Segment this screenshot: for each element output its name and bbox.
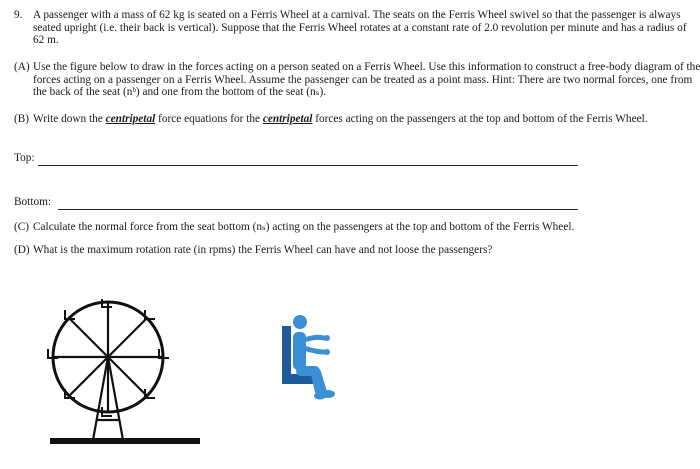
question-intro: A passenger with a mass of 62 kg is seated on a Ferris Wheel at a carnival. The seats on the Ferris Wheel swivel so that the passenger is always seated upright (i.e. their back is vertical). Suppose that the Ferris Wheel rotates at a constant rate of 2.0 revolution per minute and has a radius of 62 m. (33, 9, 687, 46)
part-b-emphasis-1: centripetal (105, 113, 156, 125)
bottom-answer-line[interactable] (58, 209, 578, 210)
question-number: 9. (14, 9, 23, 21)
passenger-arm (304, 348, 324, 352)
passenger-figure (278, 312, 348, 402)
part-a (14, 61, 700, 99)
part-a-text: Use the figure below to draw in the forces acting on a person seated on a Ferris Wheel. Use this information to construct a free-body diagram of the forces acting on a passenger on a Ferris Wheel. Assume the passenger can be treated as a point mass. Hint: There are two normal forces, one from the back of the seat (nᵇ) and one from the bottom of the seat (nₛ). (33, 61, 700, 98)
part-c-text: Calculate the normal force from the seat bottom (nₛ) acting on the passengers at the top and bottom of the Ferris Wheel. (33, 221, 575, 233)
part-b-emphasis-2: centripetal (262, 113, 313, 125)
part-d-text: What is the maximum rotation rate (in rpms) the Ferris Wheel can have and not loose the passengers? (33, 244, 493, 256)
passenger-head (293, 315, 307, 329)
part-a-label: (A) (14, 61, 30, 73)
part-b-label: (B) (14, 113, 30, 125)
question-9 (14, 9, 694, 47)
ground (50, 438, 200, 444)
part-c (14, 221, 700, 234)
top-answer-line[interactable] (38, 165, 578, 166)
part-d-label: (D) (14, 244, 30, 256)
passenger-arm (304, 337, 324, 340)
passenger-foot (314, 393, 326, 400)
part-b-text-mid: force equations for the (155, 113, 263, 125)
part-b-text-post: forces acting on the passengers at the top and bottom of the Ferris Wheel. (312, 113, 648, 125)
ferris-wheel-figure (45, 285, 225, 460)
part-c-label: (C) (14, 221, 30, 233)
part-d (14, 244, 700, 257)
bottom-label: Bottom: (14, 196, 52, 208)
passenger-leg (314, 374, 318, 392)
top-label: Top: (14, 152, 35, 164)
part-b (14, 113, 700, 126)
part-b-text-pre: Write down the (33, 113, 106, 125)
